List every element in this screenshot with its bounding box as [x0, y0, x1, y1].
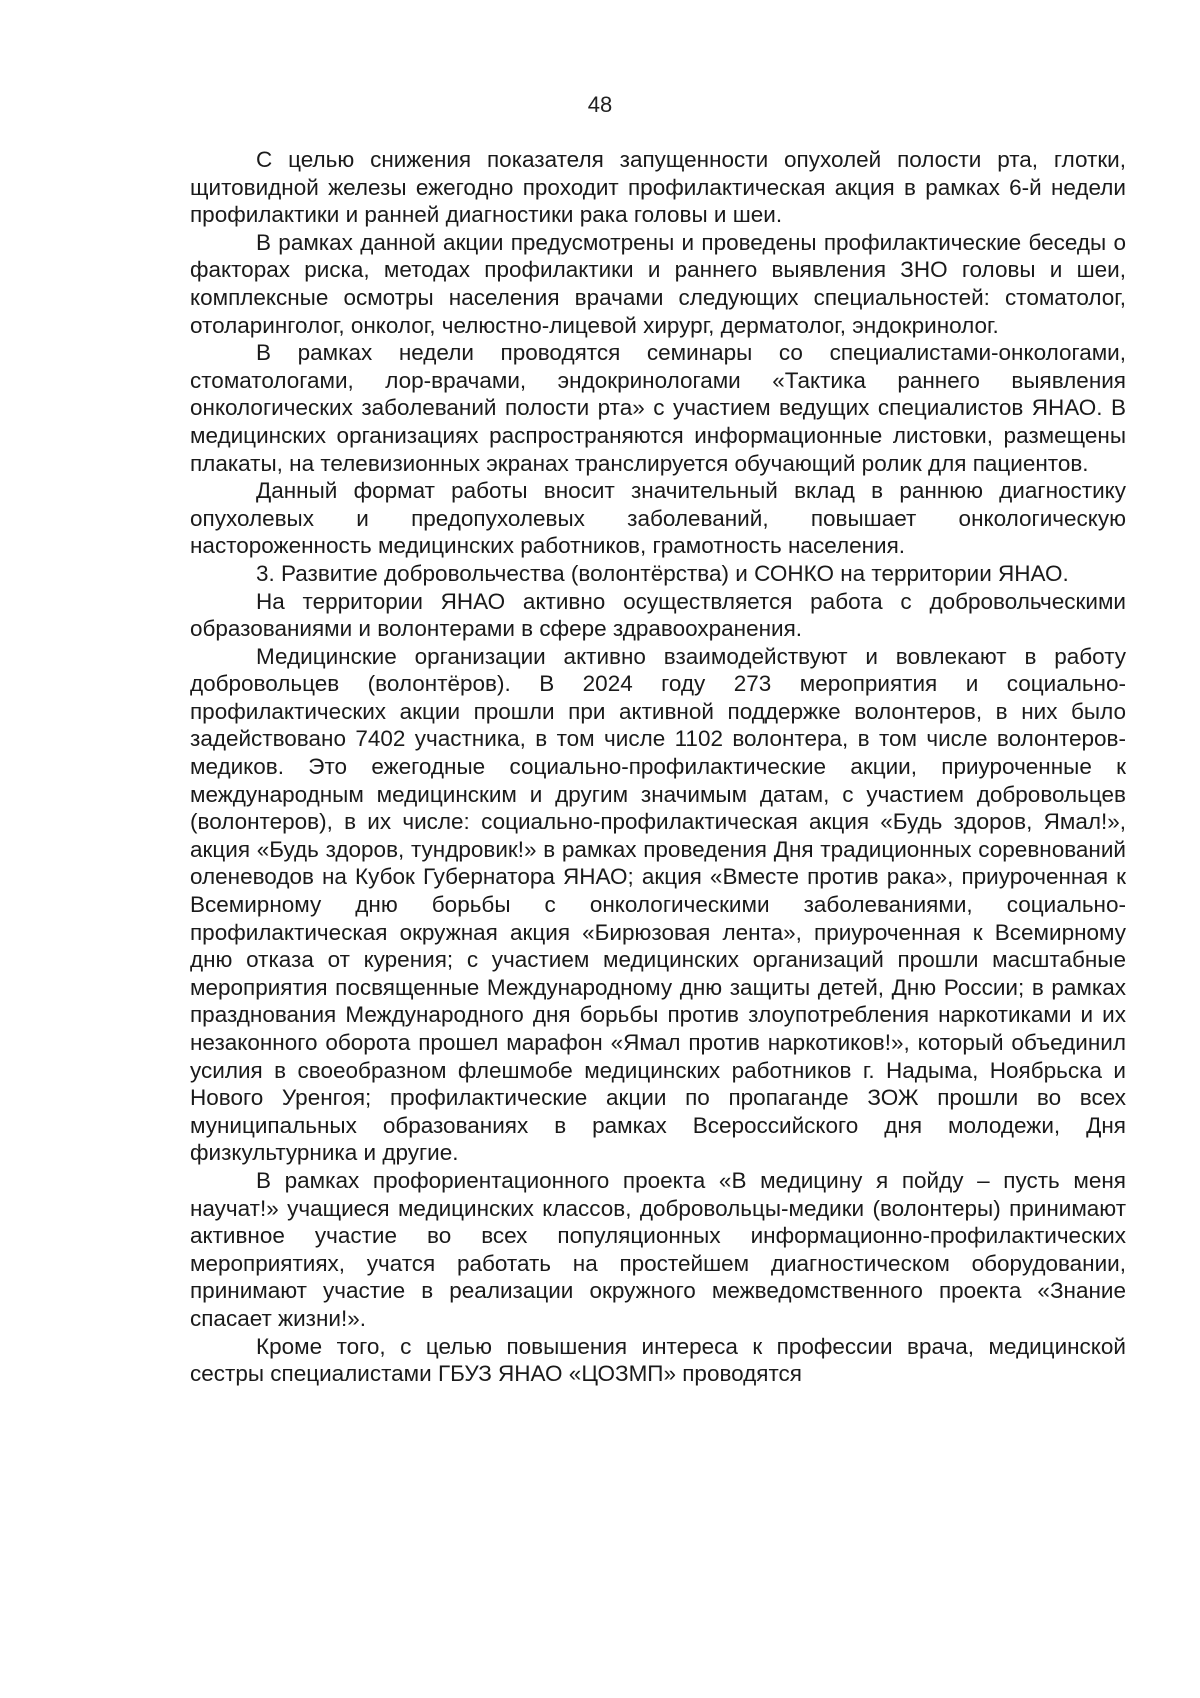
paragraph-seminars: В рамках недели проводятся семинары со специалистами-онкологами, стоматологами, лор-врачами, эндокринологами «Тактика раннего выявления онкологических заболеваний полости рта» с участием ведущих специалистов ЯНАО. В медицинских организациях распространяются информационные листовки, размещены плакаты, на телевизионных экранах транслируется обучающий ролик для пациентов. — [190, 340, 1126, 476]
paragraph-medical-organizations: Медицинские организации активно взаимодействуют и вовлекают в работу добровольцев (волонтёров). В 2024 году 273 мероприятия и социально-профилактических акции прошли при активной поддержке волонтеров, в них было задействовано 7402 участника, в том числе 1102 волонтера, в том числе волонтеров-медиков. Это ежегодные социально-профилактические акции, приуроченные к международным медицинским и другим значимым датам, с участием добровольцев (волонтеров), в их числе: социально-профилактическая акция «Будь здоров, Ямал!», акция «Будь здоров, тундровик!» в рамках проведения Дня традиционных соревнований оленеводов на Кубок Губернатора ЯНАО; акция «Вместе против рака», приуроченная к Всемирному дню борьбы с онкологическими заболеваниями, социально-профилактическая окружная акция «Бирюзовая лента», приуроченная к Всемирному дню отказа от курения; с участием медицинских организаций прошли масштабные мероприятия посвященные Международному дню защиты детей, Дню России; в рамках празднования Международного дня борьбы против злоупотребления наркотиками и их незаконного оборота прошел марафон «Ямал против наркотиков!», который объединил усилия в своеобразном флешмобе медицинских работников г. Надыма, Ноябрьска и Нового Уренгоя; профилактические акции по пропаганде ЗОЖ прошли во всех муниципальных образованиях в рамках Всероссийского дня молодежи, Дня физкультурника и другие. — [190, 643, 1126, 1166]
section-heading-volunteering: 3. Развитие добровольчества (волонтёрства) и СОНКО на территории ЯНАО. — [256, 560, 1069, 586]
paragraph-profession-interest: Кроме того, с целью повышения интереса к профессии врача, медицинской сестры специалистами ГБУЗ ЯНАО «ЦОЗМП» проводятся — [190, 1333, 1126, 1387]
paragraph-oral-cancer-campaign: С целью снижения показателя запущенности опухолей полости рта, глотки, щитовидной железы ежегодно проходит профилактическая акция в рамках 6-й недели профилактики и ранней диагностики рака головы и шеи. — [190, 147, 1126, 228]
document-body — [190, 146, 1126, 1388]
paragraph-campaign-activities: В рамках данной акции предусмотрены и проведены профилактические беседы о факторах риска, методах профилактики и раннего выявления ЗНО головы и шеи, комплексные осмотры населения врачами следующих специальностей: стоматолог, отоларинголог, онколог, челюстно-лицевой хирург, дерматолог, эндокринолог. — [190, 229, 1126, 338]
paragraph-volunteer-work: На территории ЯНАО активно осуществляется работа с добровольческими образованиями и волонтерами в сфере здравоохранения. — [190, 588, 1126, 642]
paragraph-format-contribution: Данный формат работы вносит значительный вклад в раннюю диагностику опухолевых и предопухолевых заболеваний, повышает онкологическую настороженность медицинских работников, грамотность населения. — [190, 478, 1126, 559]
paragraph-career-guidance-project: В рамках профориентационного проекта «В медицину я пойду – пусть меня научат!» учащиеся медицинских классов, добровольцы-медики (волонтеры) принимают активное участие во всех популяционных информационно-профилактических мероприятиях, учатся работать на простейшем диагностическом оборудовании, принимают участие в реализации окружного межведомственного проекта «Знание спасает жизни!». — [190, 1167, 1126, 1331]
page-number: 48 — [587, 92, 613, 117]
